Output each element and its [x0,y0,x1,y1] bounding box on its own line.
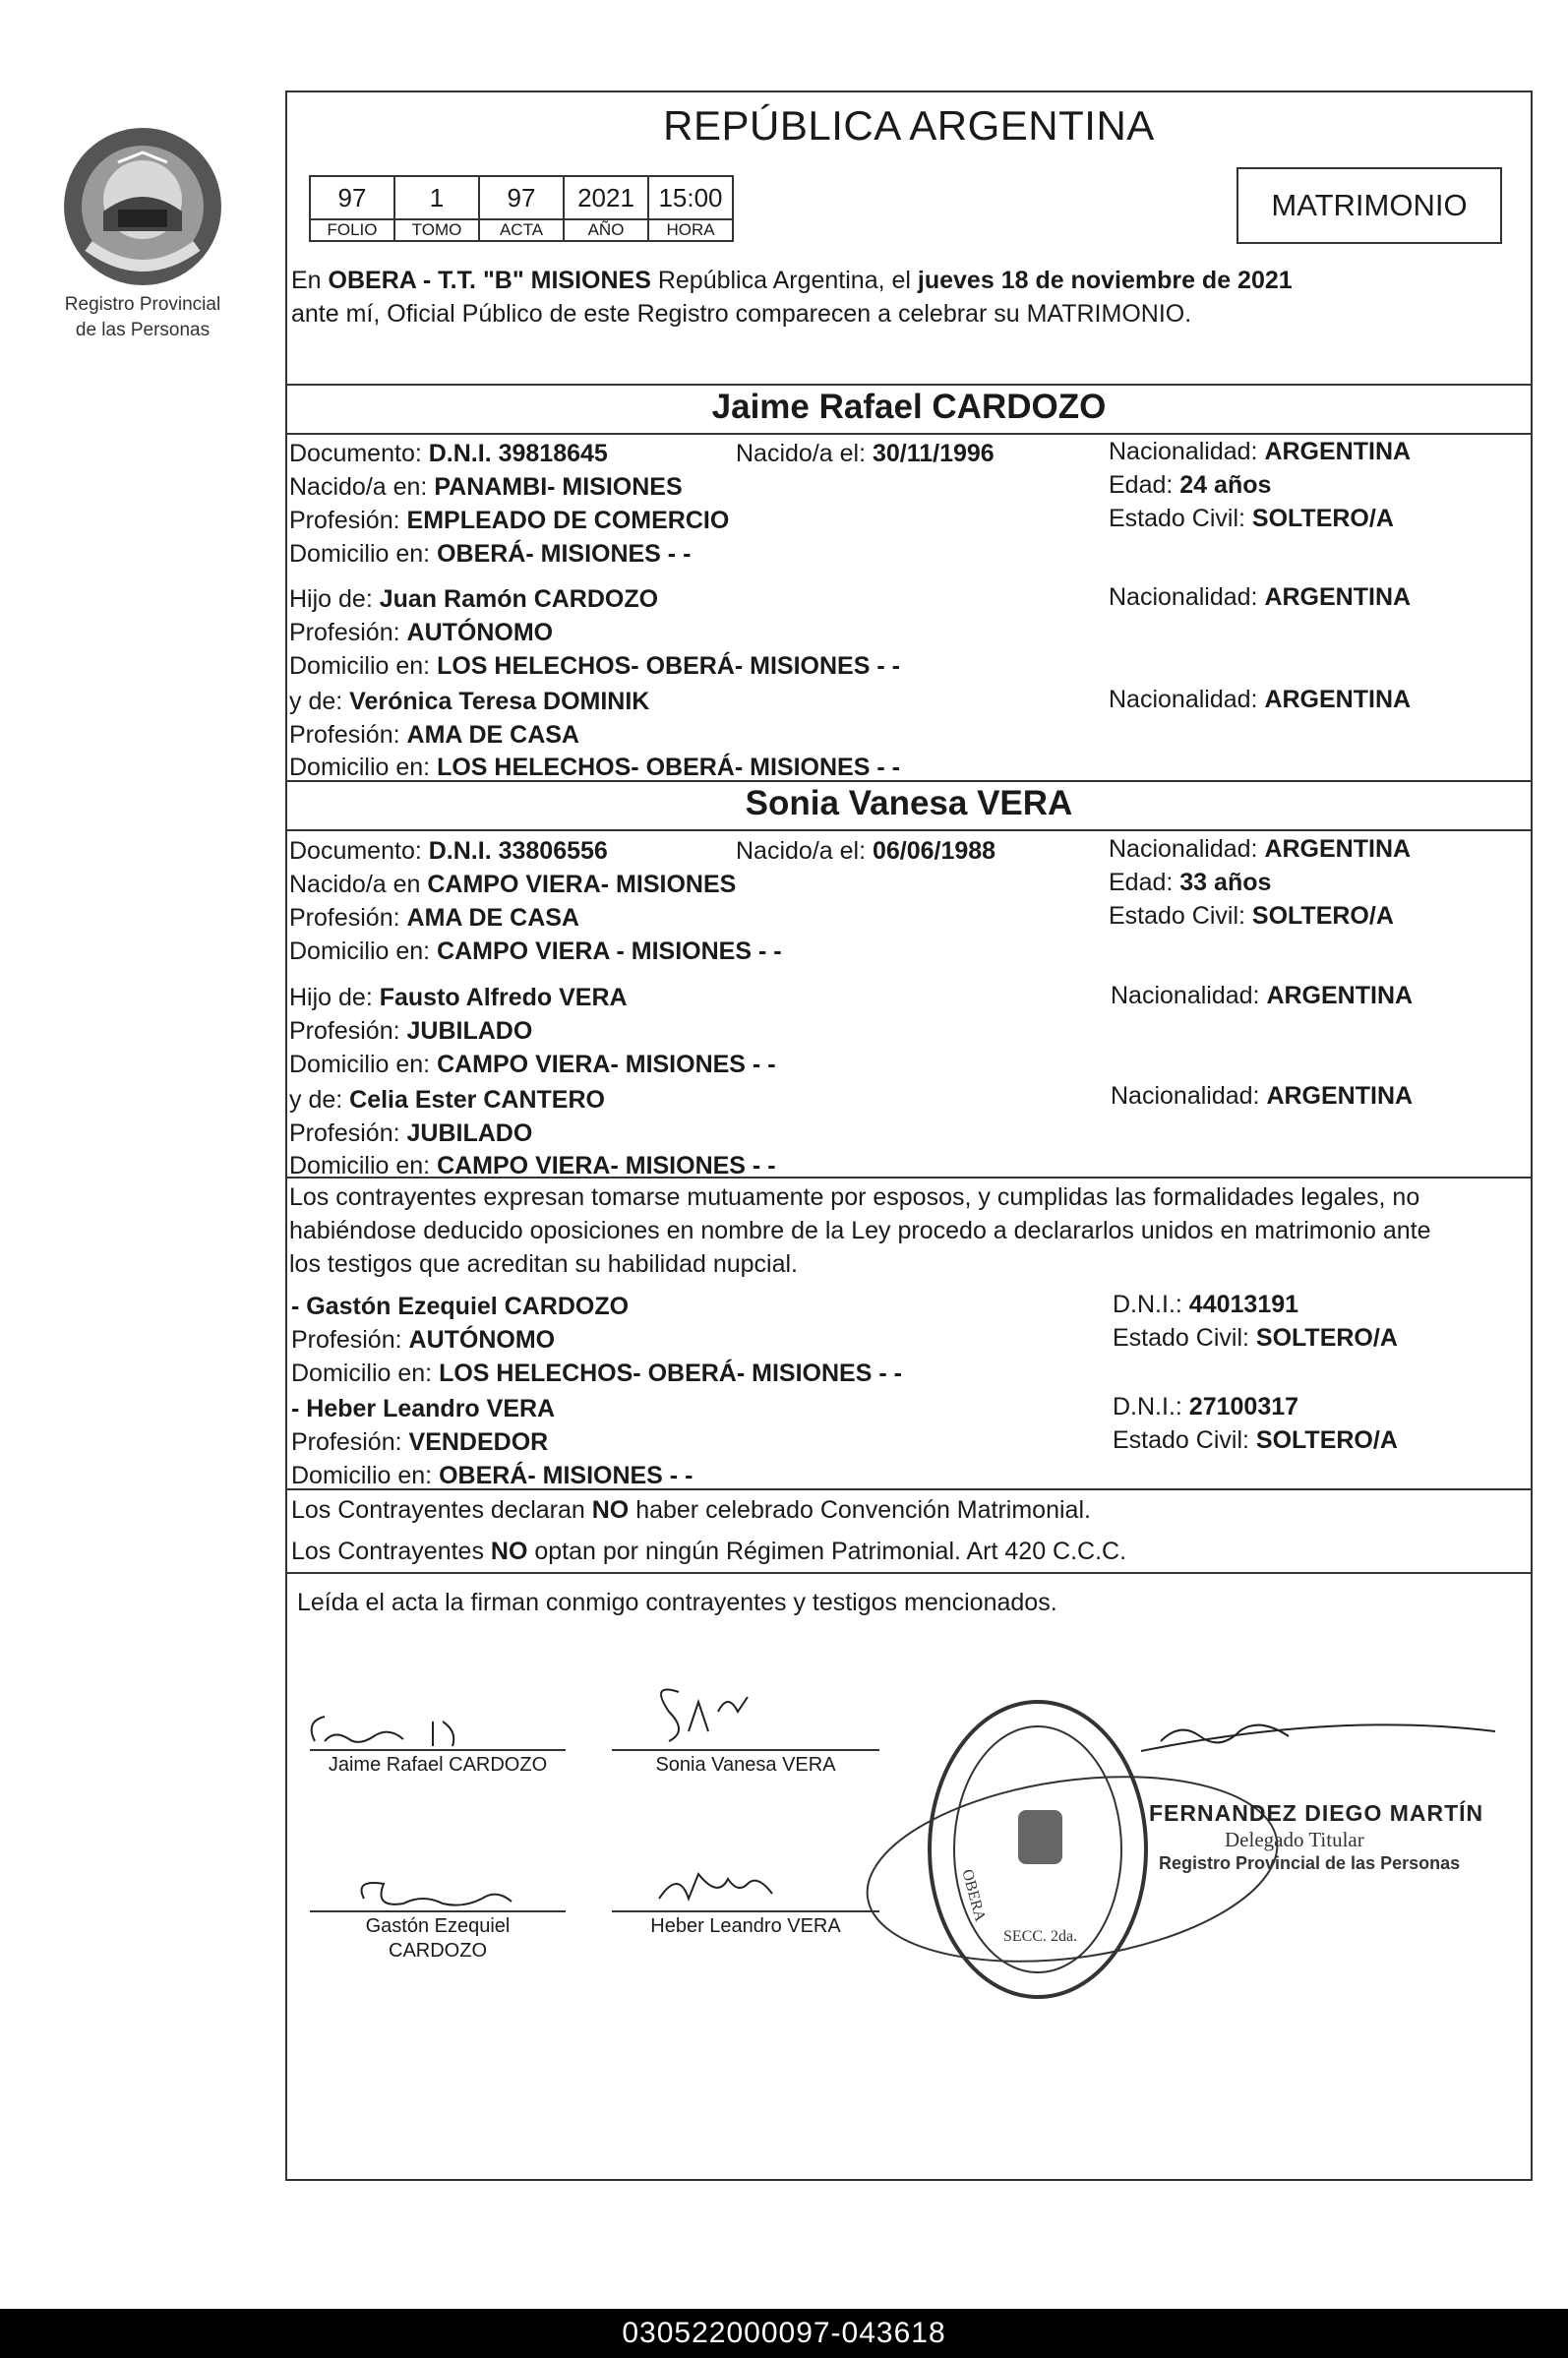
spouse2-father [289,981,628,1014]
spouse1-edad [1109,468,1271,502]
value: D.N.I. 39818645 [428,440,608,467]
page-title: REPÚBLICA ARGENTINA [663,102,1155,149]
value: ARGENTINA [1266,1082,1414,1110]
value: JUBILADO [406,1017,533,1045]
label: Documento: [289,837,429,865]
value: ARGENTINA [1266,982,1414,1009]
tomo-value: 1 [394,176,479,219]
anio-value: 2021 [564,176,648,219]
divider [285,384,1533,386]
witness2-profesion [291,1425,548,1459]
value: ARGENTINA [1264,438,1412,465]
label: D.N.I.: [1113,1291,1189,1318]
value: SOLTERO/A [1251,902,1394,930]
value: PANAMBI- MISIONES [434,473,683,501]
intro-text: En [291,267,329,294]
label: Profesión: [289,721,407,749]
spouse1-domicilio [289,537,691,571]
signature-name-3-line1: Gastón Ezequiel [365,1915,511,1937]
logo-caption-line2: de las Personas [75,320,211,340]
value: SOLTERO/A [1255,1324,1398,1352]
value: EMPLEADO DE COMERCIO [406,507,730,534]
label: y de: [289,1086,350,1114]
value: 33 años [1179,869,1272,896]
label: Nacionalidad: [1109,835,1265,863]
folio-value: 97 [310,176,394,219]
value: JUBILADO [406,1119,533,1147]
value: OBERÁ- MISIONES - - [437,540,692,568]
witness2-dni [1113,1390,1298,1423]
spouse2-domicilio [289,935,782,968]
label: Domicilio en: [291,1360,440,1387]
label: Estado Civil: [1109,505,1252,532]
value: CAMPO VIERA- MISIONES - - [437,1152,776,1179]
spouse2-name: Sonia Vanesa VERA [745,784,1073,822]
acta-label: ACTA [479,219,564,241]
spouse2-mother [289,1083,605,1117]
value: AUTÓNOMO [408,1326,556,1354]
witness2-estado-civil [1113,1423,1398,1457]
text: Los Contrayentes [291,1538,491,1565]
value: AUTÓNOMO [406,619,554,646]
text-bold: NO [490,1538,528,1565]
spouse2-nacido-el [736,834,995,868]
label: Estado Civil: [1109,902,1252,930]
label: Profesión: [289,619,407,646]
value: CAMPO VIERA- MISIONES [427,871,737,898]
witness2-domicilio [291,1459,693,1492]
value: Celia Ester CANTERO [349,1086,605,1114]
spouse2-father-domicilio [289,1048,776,1081]
closing-text: Leída el acta la firman conmigo contrayentes y testigos mencionados. [297,1589,1057,1616]
label: Profesión: [289,1017,407,1045]
value: LOS HELECHOS- OBERÁ- MISIONES - - [439,1360,902,1387]
value: ARGENTINA [1264,835,1412,863]
witness2-name: - Heber Leandro VERA [291,1395,556,1422]
witness1-name: - Gastón Ezequiel CARDOZO [291,1293,630,1320]
declaration-line2: habiéndose deducido oposiciones en nombre de la Ley procedo a declararlos unidos en matrimonio ante [289,1217,1431,1244]
label: Domicilio en: [291,1462,440,1489]
signature-line [612,1910,879,1912]
official-office: Registro Provincial de las Personas [1159,1853,1461,1873]
label: Nacionalidad: [1109,686,1265,713]
spouse1-nacido-el [736,437,995,470]
spouse2-father-profesion [289,1014,532,1048]
declaration-line1: Los contrayentes expresan tomarse mutuamente por esposos, y cumplidas las formalidades legales, no [289,1183,1420,1211]
spouse1-father [289,582,658,616]
spouse1-father-nacionalidad [1109,580,1411,614]
intro-date: jueves 18 de noviembre de 2021 [917,267,1293,294]
witness1-domicilio [291,1357,902,1390]
label: Documento: [289,440,429,467]
spouse2-nacido-en [289,868,736,901]
spouse1-name: Jaime Rafael CARDOZO [711,388,1107,426]
value: 06/06/1988 [872,837,996,865]
label: Hijo de: [289,585,380,613]
spouse2-nacionalidad [1109,832,1411,866]
official-role: Delegado Titular [1225,1828,1364,1851]
spouse1-mother-domicilio [289,751,900,784]
record-index-table [309,175,734,242]
spouse1-profesion [289,504,729,537]
hora-value: 15:00 [648,176,733,219]
spouse1-father-domicilio [289,649,900,683]
label: Nacionalidad: [1109,438,1265,465]
value: 44013191 [1188,1291,1299,1318]
value: 30/11/1996 [872,440,995,467]
label: Profesión: [289,904,407,932]
value: AMA DE CASA [406,904,579,932]
value: SOLTERO/A [1255,1426,1398,1454]
intro-text: República Argentina, el [650,267,918,294]
value: ARGENTINA [1264,583,1412,611]
label: Nacido/a el: [736,440,873,467]
signature-name-1: Jaime Rafael CARDOZO [328,1754,548,1776]
label: D.N.I.: [1113,1393,1189,1421]
label: Estado Civil: [1113,1426,1256,1454]
intro-line1 [291,264,1293,297]
divider [285,829,1533,831]
value: VENDEDOR [408,1428,549,1456]
spouse2-mother-domicilio [289,1149,776,1182]
signature-name-4: Heber Leandro VERA [650,1915,841,1937]
convention-line1 [291,1493,1091,1527]
spouse2-mother-profesion [289,1117,532,1150]
text-bold: NO [591,1496,630,1524]
signature-name-2: Sonia Vanesa VERA [655,1754,836,1776]
value: Juan Ramón CARDOZO [379,585,659,613]
label: Hijo de: [289,984,380,1011]
spouse1-nacionalidad [1109,435,1411,468]
witness1-profesion [291,1323,555,1357]
logo-caption-line1: Registro Provincial [64,294,221,315]
value: LOS HELECHOS- OBERÁ- MISIONES - - [437,754,900,781]
spouse2-mother-nacionalidad [1111,1079,1413,1113]
label: Estado Civil: [1113,1324,1256,1352]
declaration-line3: los testigos que acreditan su habilidad nupcial. [289,1250,799,1278]
text: haber celebrado Convención Matrimonial. [629,1496,1091,1524]
label: Profesión: [291,1326,409,1354]
label: Edad: [1109,471,1180,499]
value: D.N.I. 33806556 [428,837,608,865]
divider [285,1572,1533,1574]
spouse2-documento [289,834,608,868]
spouse1-mother-nacionalidad [1109,683,1411,716]
value: AMA DE CASA [406,721,579,749]
label: Nacionalidad: [1111,1082,1267,1110]
label: Edad: [1109,869,1180,896]
label: Nacido/a en [289,871,428,898]
value: Fausto Alfredo VERA [379,984,628,1011]
label: Domicilio en: [289,754,438,781]
spouse1-mother [289,685,649,718]
value: 27100317 [1188,1393,1299,1421]
label: Domicilio en: [289,1152,438,1179]
value: SOLTERO/A [1251,505,1394,532]
spouse1-documento [289,437,608,470]
anio-label: AÑO [564,219,648,241]
label: Domicilio en: [289,652,438,680]
signature-name-3-line2: CARDOZO [389,1940,487,1962]
spouse2-estado-civil [1109,899,1394,933]
spouse1-estado-civil [1109,502,1394,535]
document-code-bar: 030522000097-043618 [0,2309,1568,2358]
text: optan por ningún Régimen Patrimonial. Art 420 C.C.C. [527,1538,1127,1565]
text: Los Contrayentes declaran [291,1496,592,1524]
label: Nacido/a el: [736,837,873,865]
label: Profesión: [289,1119,407,1147]
acta-value: 97 [479,176,564,219]
hora-label: HORA [648,219,733,241]
label: Nacionalidad: [1109,583,1265,611]
intro-place: OBERA - T.T. "B" MISIONES [328,267,651,294]
spouse2-edad [1109,866,1271,899]
signature-scribble-1 [295,1702,590,1761]
official-name: FERNANDEZ DIEGO MARTÍN [1149,1800,1484,1826]
label: y de: [289,688,350,715]
value: CAMPO VIERA- MISIONES - - [437,1051,776,1078]
witness1-dni [1113,1288,1298,1321]
label: Nacionalidad: [1111,982,1267,1009]
spouse2-profesion [289,901,579,935]
label: Domicilio en: [289,540,438,568]
stamp-center-2: SECC. 2da. [1003,1928,1078,1945]
signature-line [310,1910,566,1912]
spouse1-mother-profesion [289,718,579,752]
label: Profesión: [289,507,407,534]
value: Verónica Teresa DOMINIK [349,688,650,715]
value: ARGENTINA [1264,686,1412,713]
signature-line [612,1749,879,1751]
convention-line2 [291,1535,1126,1568]
label: Domicilio en: [289,1051,438,1078]
spouse1-nacido-en [289,470,683,504]
spouse1-father-profesion [289,616,553,649]
label: Profesión: [291,1428,409,1456]
label: Nacido/a en: [289,473,435,501]
value: CAMPO VIERA - MISIONES - - [437,937,782,965]
record-type-box: MATRIMONIO [1236,167,1502,244]
label: Domicilio en: [289,937,438,965]
witness1-estado-civil [1113,1321,1398,1355]
misiones-seal-icon [59,123,226,290]
intro-line2: ante mí, Oficial Público de este Registro comparecen a celebrar su MATRIMONIO. [291,300,1192,328]
registry-logo [39,123,246,341]
signature-line [310,1749,566,1751]
stamp-center-1: OBERA [958,1867,989,1924]
value: 24 años [1179,471,1272,499]
tomo-label: TOMO [394,219,479,241]
folio-label: FOLIO [310,219,394,241]
value: OBERÁ- MISIONES - - [439,1462,694,1489]
value: LOS HELECHOS- OBERÁ- MISIONES - - [437,652,900,680]
spouse2-father-nacionalidad [1111,979,1413,1012]
